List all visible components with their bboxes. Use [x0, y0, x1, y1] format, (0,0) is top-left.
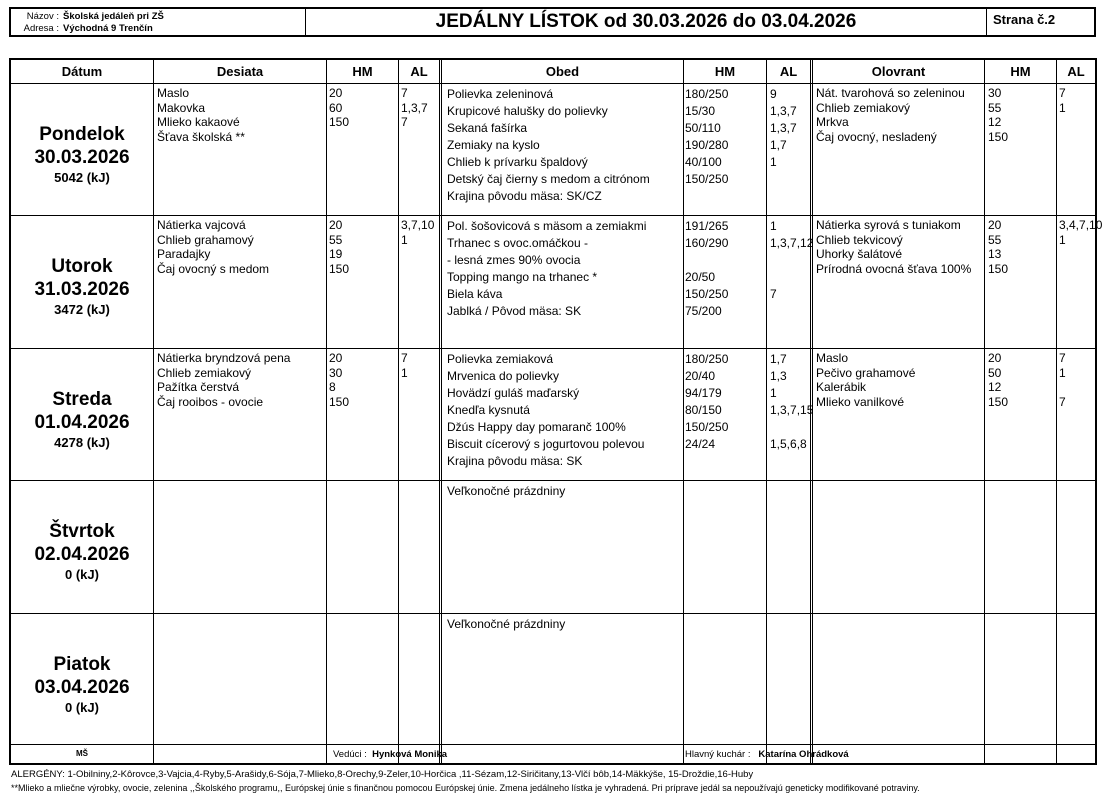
footer-ms: MŠ: [76, 749, 88, 758]
row-divider: [11, 215, 1095, 216]
desiata-item: Makovka: [157, 100, 206, 115]
obed-item: Biela káva: [447, 287, 503, 301]
desiata-item: Čaj ovocný s medom: [157, 261, 270, 276]
obed-item: Krajina pôvodu mäsa: SK: [447, 454, 583, 468]
desiata-item: Chlieb grahamový: [157, 232, 254, 247]
footnote: **Mlieko a mliečne výrobky, ovocie, zelenina ,,Školského programu,, Európskej únie s finančnou pomocou Európskej únie. Zmena jedálneho lístka je vyhradená. Pri príprave jedál sa nepoužívajú geneticky modifikované potraviny.: [11, 783, 920, 793]
obed-hm: 160/290: [685, 236, 729, 250]
day-energy: 0 (kJ): [65, 700, 99, 715]
menu-table: [9, 58, 1103, 765]
col-divider: [439, 60, 440, 763]
obed-hm: 50/110: [685, 121, 721, 135]
row-divider: [11, 613, 1095, 614]
obed-item: Topping mango na trhanec *: [447, 270, 598, 284]
obed-al: 7: [770, 287, 777, 301]
olovrant-hm: 150: [988, 129, 1009, 144]
school-info: [11, 9, 306, 35]
olovrant-item: Čaj ovocný, nesladený: [816, 129, 937, 144]
obed-item: Mrvenica do polievky: [447, 369, 560, 383]
desiata-item: Maslo: [157, 86, 190, 100]
olovrant-item: Maslo: [816, 351, 849, 365]
olovrant-item: Mlieko vanilkové: [816, 394, 905, 409]
olovrant-hm: 55: [988, 100, 1002, 115]
footer-chef: [685, 749, 849, 760]
obed-hm: 150/250: [685, 287, 729, 301]
obed-item: Chlieb k prívarku špaldový: [447, 155, 588, 169]
obed-al: 1: [770, 386, 777, 400]
obed-al: 1,7: [770, 138, 787, 152]
school-address-row: [11, 22, 153, 35]
school-name-label: Názov :: [26, 11, 59, 22]
olovrant-item: Uhorky šalátové: [816, 247, 903, 261]
obed-al: 1,7: [770, 352, 787, 366]
day-cell: [11, 255, 153, 319]
day-cell: [11, 520, 153, 584]
row-divider: [11, 744, 1095, 745]
olovrant-hm: 13: [988, 247, 1002, 261]
olovrant-al: 7: [1059, 394, 1066, 409]
desiata-item: Nátierka bryndzová pena: [157, 351, 291, 365]
desiata-hm: 19: [329, 247, 343, 261]
obed-hm: 80/150: [685, 403, 722, 417]
obed-hm: 20/40: [685, 369, 716, 383]
obed-item: Zemiaky na kyslo: [447, 138, 540, 152]
desiata-item: Čaj rooibos - ovocie: [157, 394, 264, 409]
olovrant-hm: 30: [988, 86, 1002, 100]
col-header-hm: HM: [352, 64, 373, 79]
obed-item: Trhanec s ovoc.omáčkou -: [447, 236, 588, 250]
obed-item: Krupicové halušky do polievky: [447, 104, 608, 118]
olovrant-al: 3,4,7,10: [1059, 218, 1103, 232]
col-header-al: AL: [779, 64, 798, 79]
obed-item: Pol. šošovicová s mäsom a zemiakmi: [447, 219, 647, 233]
olovrant-al: 1: [1059, 100, 1066, 115]
day-energy: 4278 (kJ): [54, 435, 110, 450]
day-name: Štvrtok: [49, 521, 115, 542]
olovrant-hm: 12: [988, 380, 1002, 394]
col-divider: [1056, 60, 1057, 763]
desiata-item: Nátierka vajcová: [157, 218, 246, 232]
obed-al: 1: [770, 155, 777, 169]
manager-name: Hynková Monika: [372, 749, 448, 760]
olovrant-item: Pečivo grahamové: [816, 365, 916, 380]
olovrant-item: Chlieb zemiakový: [816, 100, 911, 115]
olovrant-al: 7: [1059, 86, 1066, 100]
obed-hm: 15/30: [685, 104, 716, 118]
col-header-obed: Obed: [545, 64, 580, 79]
obed-item: Detský čaj čierny s medom a citrónom: [447, 172, 650, 186]
col-header-al: AL: [410, 64, 428, 79]
allergen-legend: ALERGÉNY: 1-Obilniny,2-Kôrovce,3-Vajcia,4-Ryby,5-Arašidy,6-Sója,7-Mlieko,8-Orechy,9-Zeler,10-Horčica ,11-Sézam,12-Siričitany,13-Vlčí bôb,14-Mäkkýše, 15-Droždie,16-Huby: [11, 769, 754, 780]
obed-hm: 150/250: [685, 420, 729, 434]
olovrant-hm: 20: [988, 351, 1002, 365]
day-name: Streda: [52, 389, 112, 410]
day-cell: [11, 388, 153, 452]
day-date: 30.03.2026: [34, 147, 130, 168]
obed-item: - lesná zmes 90% ovocia: [447, 253, 581, 267]
desiata-hm: 60: [329, 100, 343, 115]
obed-al: 1,3,7: [770, 104, 797, 118]
desiata-hm: 20: [329, 218, 343, 232]
desiata-hm: 20: [329, 86, 343, 100]
header-box: [9, 7, 1096, 37]
col-header-al: AL: [1067, 64, 1085, 79]
day-cell: [11, 653, 153, 717]
olovrant-item: Chlieb tekvicový: [816, 232, 903, 247]
obed-item: Knedľa kysnutá: [447, 403, 530, 417]
olovrant-al: 7: [1059, 351, 1066, 365]
obed-hm: 190/280: [685, 138, 729, 152]
obed-al: 1,3: [770, 369, 787, 383]
day-name: Piatok: [53, 654, 111, 675]
desiata-al: 7: [401, 115, 408, 129]
obed-al: 9: [770, 87, 777, 101]
obed-hm: 75/200: [685, 304, 722, 318]
desiata-al: 3,7,10: [401, 218, 435, 232]
desiata-al: 7: [401, 351, 408, 365]
col-divider: [153, 60, 154, 763]
col-header-desiata: Desiata: [216, 64, 264, 79]
col-divider: [766, 60, 767, 763]
olovrant-al: 1: [1059, 365, 1066, 380]
obed-hm: 191/265: [685, 219, 729, 233]
day-energy: 5042 (kJ): [54, 170, 110, 185]
desiata-al: 7: [401, 86, 408, 100]
desiata-hm: 150: [329, 115, 350, 129]
desiata-hm: 8: [329, 380, 336, 394]
col-header-hm: HM: [714, 64, 736, 79]
col-divider: [326, 60, 327, 763]
desiata-item: Mlieko kakaové: [157, 115, 240, 129]
obed-al: 1,3,7,15: [770, 403, 814, 417]
obed-item: Džús Happy day pomaranč 100%: [447, 420, 626, 434]
obed-item: Veľkonočné prázdniny: [447, 484, 566, 498]
footer-manager: [333, 749, 447, 760]
olovrant-hm: 50: [988, 365, 1002, 380]
desiata-hm: 30: [329, 365, 343, 380]
school-address: Východná 9 Trenčín: [63, 23, 153, 34]
desiata-hm: 55: [329, 232, 343, 247]
obed-item: Veľkonočné prázdniny: [447, 617, 566, 631]
school-name: Školská jedáleň pri ZŠ: [63, 11, 164, 22]
school-address-label: Adresa :: [23, 23, 59, 34]
desiata-item: Pažítka čerstvá: [157, 380, 240, 394]
obed-item: Hovädzí guláš maďarský: [447, 386, 580, 400]
row-divider: [11, 480, 1095, 481]
olovrant-item: Nát. tvarohová so zeleninou: [816, 86, 965, 100]
col-divider: [441, 60, 442, 763]
chef-label: Hlavný kuchár :: [685, 749, 751, 760]
obed-hm: 150/250: [685, 172, 729, 186]
col-divider: [398, 60, 399, 763]
obed-hm: 40/100: [685, 155, 722, 169]
manager-label: Vedúci :: [333, 749, 367, 760]
obed-al: 1,3,7: [770, 121, 797, 135]
olovrant-hm: 12: [988, 115, 1002, 129]
menu-title: JEDÁLNY LÍSTOK od 30.03.2026 do 03.04.2026: [306, 9, 987, 35]
page-number: Strana č.2: [993, 12, 1056, 27]
day-cell: [11, 123, 153, 187]
day-name: Utorok: [51, 256, 113, 277]
olovrant-hm: 20: [988, 218, 1002, 232]
day-date: 03.04.2026: [34, 677, 130, 698]
olovrant-item: Prírodná ovocná šťava 100%: [816, 261, 972, 276]
day-energy: 3472 (kJ): [54, 302, 110, 317]
obed-item: Sekaná fašírka: [447, 121, 528, 135]
olovrant-hm: 55: [988, 232, 1002, 247]
obed-item: Jablká / Pôvod mäsa: SK: [447, 304, 582, 318]
obed-hm: 24/24: [685, 437, 716, 451]
desiata-item: Chlieb zemiakový: [157, 365, 252, 380]
desiata-al: 1,3,7: [401, 100, 428, 115]
day-date: 01.04.2026: [34, 412, 130, 433]
desiata-hm: 150: [329, 261, 350, 276]
desiata-item: Šťava školská **: [157, 129, 245, 144]
day-date: 02.04.2026: [34, 544, 130, 565]
desiata-hm: 150: [329, 394, 350, 409]
row-divider: [11, 348, 1095, 349]
obed-hm: 180/250: [685, 352, 729, 366]
obed-item: Polievka zeleninová: [447, 87, 554, 101]
col-divider: [984, 60, 985, 763]
desiata-al: 1: [401, 365, 408, 380]
day-energy: 0 (kJ): [65, 567, 99, 582]
col-divider: [683, 60, 684, 763]
day-date: 31.03.2026: [34, 279, 130, 300]
obed-al: 1: [770, 219, 777, 233]
olovrant-hm: 150: [988, 394, 1009, 409]
obed-item: Biscuit cícerový s jogurtovou polevou: [447, 437, 645, 451]
chef-name: Katarína Ohrádková: [758, 749, 849, 760]
desiata-item: Paradajky: [157, 247, 211, 261]
col-header-olovrant: Olovrant: [871, 64, 926, 79]
olovrant-item: Kalerábik: [816, 380, 867, 394]
obed-hm: 20/50: [685, 270, 716, 284]
desiata-hm: 20: [329, 351, 343, 365]
obed-hm: 94/179: [685, 386, 722, 400]
obed-item: Polievka zemiaková: [447, 352, 554, 366]
olovrant-al: 1: [1059, 232, 1066, 247]
olovrant-item: Nátierka syrová s tuniakom: [816, 218, 961, 232]
olovrant-hm: 150: [988, 261, 1009, 276]
obed-hm: 180/250: [685, 87, 729, 101]
obed-al: 1,5,6,8: [770, 437, 807, 451]
obed-al: 1,3,7,12: [770, 236, 814, 250]
obed-item: Krajina pôvodu mäsa: SK/CZ: [447, 189, 602, 203]
col-header-datum: Dátum: [61, 64, 103, 79]
desiata-al: 1: [401, 232, 408, 247]
col-header-hm: HM: [1010, 64, 1031, 79]
day-name: Pondelok: [39, 124, 125, 145]
olovrant-item: Mrkva: [816, 115, 849, 129]
